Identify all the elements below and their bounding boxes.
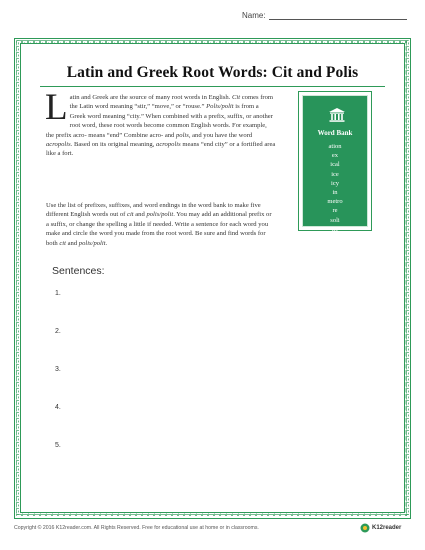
logo-text: K12reader	[372, 524, 402, 531]
sentence-number: 4.	[55, 404, 61, 411]
drop-cap: L	[45, 87, 68, 128]
word-bank-item: icy	[331, 179, 339, 187]
name-field[interactable]	[242, 11, 407, 20]
intro-text-run: is from a Greek word meaning “city.” When combined with a prefix, suffix, or another root word, these root words become common English words. For example, the prefix acro- means “end” Combine acro- and	[46, 103, 273, 139]
word-bank-list	[303, 142, 367, 234]
k12reader-logo	[360, 522, 412, 533]
intro-text-run: atin and Greek are the source of many root words in English.	[69, 94, 233, 101]
word-bank	[298, 91, 372, 231]
intro-text-run: . Based on its original meaning,	[70, 141, 157, 149]
sentence-number: 3.	[55, 366, 61, 373]
intro-text-run: means “end city” or a fortified area like a fort.	[46, 141, 276, 158]
sentence-number: 5.	[55, 442, 61, 449]
sentences-label: Sentences:	[52, 265, 105, 277]
word-bank-title: Word Bank	[317, 129, 353, 137]
word-bank-item: tic	[331, 225, 339, 233]
instructions-text-run: cit	[59, 239, 66, 247]
word-bank-item: ex	[331, 152, 339, 160]
instructions-text-run: Use the list of prefixes, suffixes, and word endings in the word bank to make five different English words out of	[46, 202, 261, 219]
instructions-text-run: and	[65, 239, 79, 247]
intro-text-run: Polis/polit	[206, 103, 234, 111]
name-line	[269, 12, 407, 20]
sentence-number: 1.	[55, 290, 61, 297]
greek-temple-icon	[329, 108, 345, 122]
intro-text-run: comes from the Latin word meaning “stir,” “move,” or “rouse.”	[69, 94, 274, 111]
word-bank-item: soli	[330, 216, 340, 224]
title-divider	[40, 86, 385, 87]
intro-text-run: Cit	[232, 94, 241, 101]
word-bank-item: ice	[331, 170, 339, 178]
copyright-footer: Copyright © 2016 K12reader.com. All Rights Reserved. Free for educational use at home or in classrooms.	[14, 525, 259, 531]
instructions-text-run: polis/polit	[78, 239, 106, 247]
intro-text-run: acropolis	[46, 141, 71, 149]
instructions-text-run: . You may add an additional prefix or a suffix, or change the spelling a little if needed. Write a sentence for each word you make and circle the word you made from the root word. Be sure and find words for both	[46, 211, 272, 247]
page-title: Latin and Greek Root Words: Cit and Polis	[66, 64, 359, 81]
intro-text-run: , and you have the word	[188, 131, 253, 139]
intro-text-run: acropolis	[156, 141, 181, 149]
intro-paragraph	[45, 87, 276, 159]
word-bank-item: re	[332, 207, 338, 215]
word-bank-item: in	[332, 189, 338, 197]
instructions-text-run: polis/polit	[146, 211, 174, 219]
word-bank-item: metro	[327, 198, 343, 206]
instructions-text-run: .	[105, 239, 108, 247]
sentence-number: 2.	[55, 328, 61, 335]
word-bank-item: ical	[330, 161, 340, 169]
logo-icon	[360, 523, 370, 533]
instructions-paragraph	[46, 201, 276, 248]
instructions-text-run: cit	[127, 211, 134, 219]
name-label: Name:	[242, 11, 266, 20]
word-bank-item: ation	[328, 143, 342, 150]
instructions-text-run: and	[133, 211, 147, 219]
intro-text-run: polis	[176, 131, 189, 139]
